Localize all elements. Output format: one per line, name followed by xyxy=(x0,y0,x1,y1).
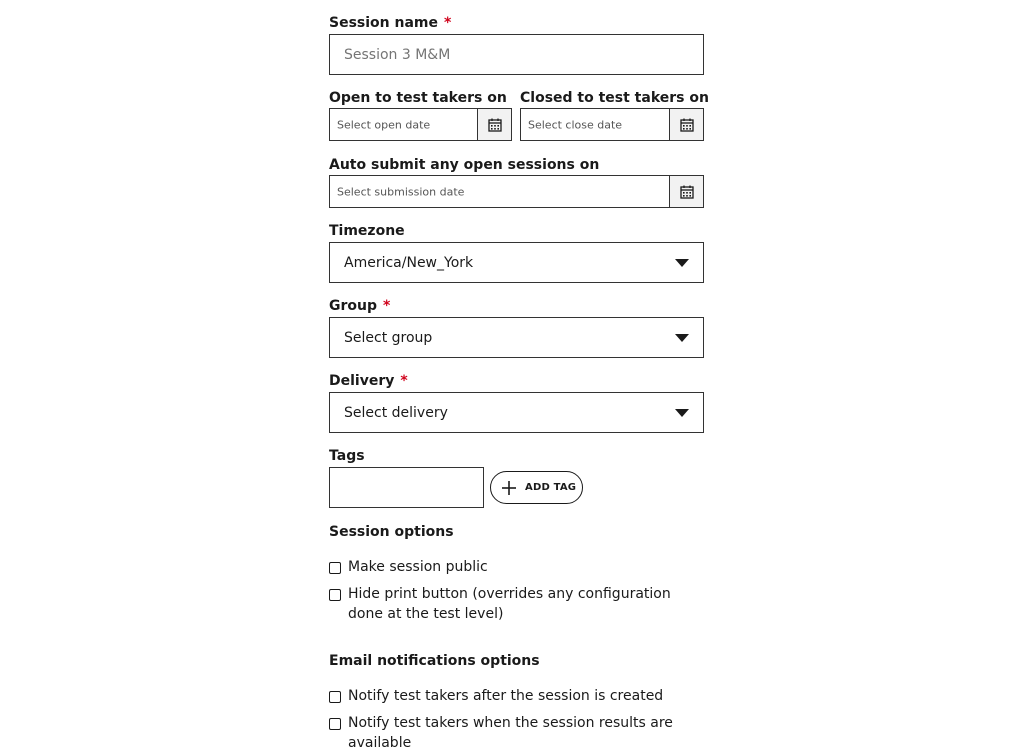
required-mark: * xyxy=(383,298,391,314)
session-options-heading: Session options xyxy=(329,524,454,540)
session-name-input[interactable] xyxy=(329,34,704,75)
group-label xyxy=(329,298,390,314)
notify-results-available-label: Notify test takers when the session results are available xyxy=(348,715,673,751)
hide-print-button-checkbox[interactable] xyxy=(329,589,341,601)
notify-results-available-checkbox[interactable] xyxy=(329,718,341,730)
calendar-icon xyxy=(680,118,694,132)
close-date-label: Closed to test takers on xyxy=(520,90,709,106)
session-name-placeholder: Session 3 M&M xyxy=(344,46,451,63)
make-session-public-checkbox[interactable] xyxy=(329,562,341,574)
hide-print-button-option[interactable] xyxy=(329,586,704,624)
auto-submit-placeholder: Select submission date xyxy=(337,185,465,198)
tags-input[interactable] xyxy=(329,467,484,508)
open-date-label: Open to test takers on xyxy=(329,90,507,106)
session-name-label xyxy=(329,15,451,31)
open-date-calendar-button[interactable] xyxy=(477,109,511,140)
auto-submit-calendar-button[interactable] xyxy=(669,176,703,207)
required-mark: * xyxy=(400,373,408,389)
delivery-label-text: Delivery xyxy=(329,373,395,389)
required-mark: * xyxy=(444,15,452,31)
auto-submit-date-field[interactable] xyxy=(329,175,704,208)
chevron-down-icon xyxy=(675,259,689,267)
close-date-placeholder: Select close date xyxy=(528,118,623,131)
notify-after-created-checkbox[interactable] xyxy=(329,691,341,703)
add-tag-button[interactable] xyxy=(490,471,583,504)
calendar-icon xyxy=(488,118,502,132)
open-date-placeholder: Select open date xyxy=(337,118,431,131)
timezone-selected-value: America/New_York xyxy=(344,254,474,271)
calendar-icon xyxy=(680,185,694,199)
chevron-down-icon xyxy=(675,409,689,417)
hide-print-button-label: Hide print button (overrides any configuration done at the test level) xyxy=(348,586,671,622)
auto-submit-label: Auto submit any open sessions on xyxy=(329,157,600,173)
notify-after-created-label: Notify test takers after the session is created xyxy=(348,688,664,704)
make-session-public-label: Make session public xyxy=(348,559,488,575)
notify-after-created-option[interactable] xyxy=(329,688,704,706)
open-date-field[interactable] xyxy=(329,108,512,141)
delivery-select[interactable] xyxy=(329,392,704,433)
notify-results-available-option[interactable] xyxy=(329,715,704,753)
plus-icon xyxy=(501,480,517,496)
make-session-public-option[interactable] xyxy=(329,559,704,577)
delivery-selected-value: Select delivery xyxy=(344,404,448,421)
delivery-label xyxy=(329,373,408,389)
close-date-field[interactable] xyxy=(520,108,704,141)
group-selected-value: Select group xyxy=(344,329,433,346)
group-label-text: Group xyxy=(329,298,378,314)
timezone-select[interactable] xyxy=(329,242,704,283)
email-notifications-heading: Email notifications options xyxy=(329,653,540,669)
timezone-label: Timezone xyxy=(329,223,405,239)
tags-label: Tags xyxy=(329,448,365,464)
session-name-label-text: Session name xyxy=(329,15,438,31)
chevron-down-icon xyxy=(675,334,689,342)
group-select[interactable] xyxy=(329,317,704,358)
close-date-calendar-button[interactable] xyxy=(669,109,703,140)
add-tag-label: ADD TAG xyxy=(525,482,577,493)
